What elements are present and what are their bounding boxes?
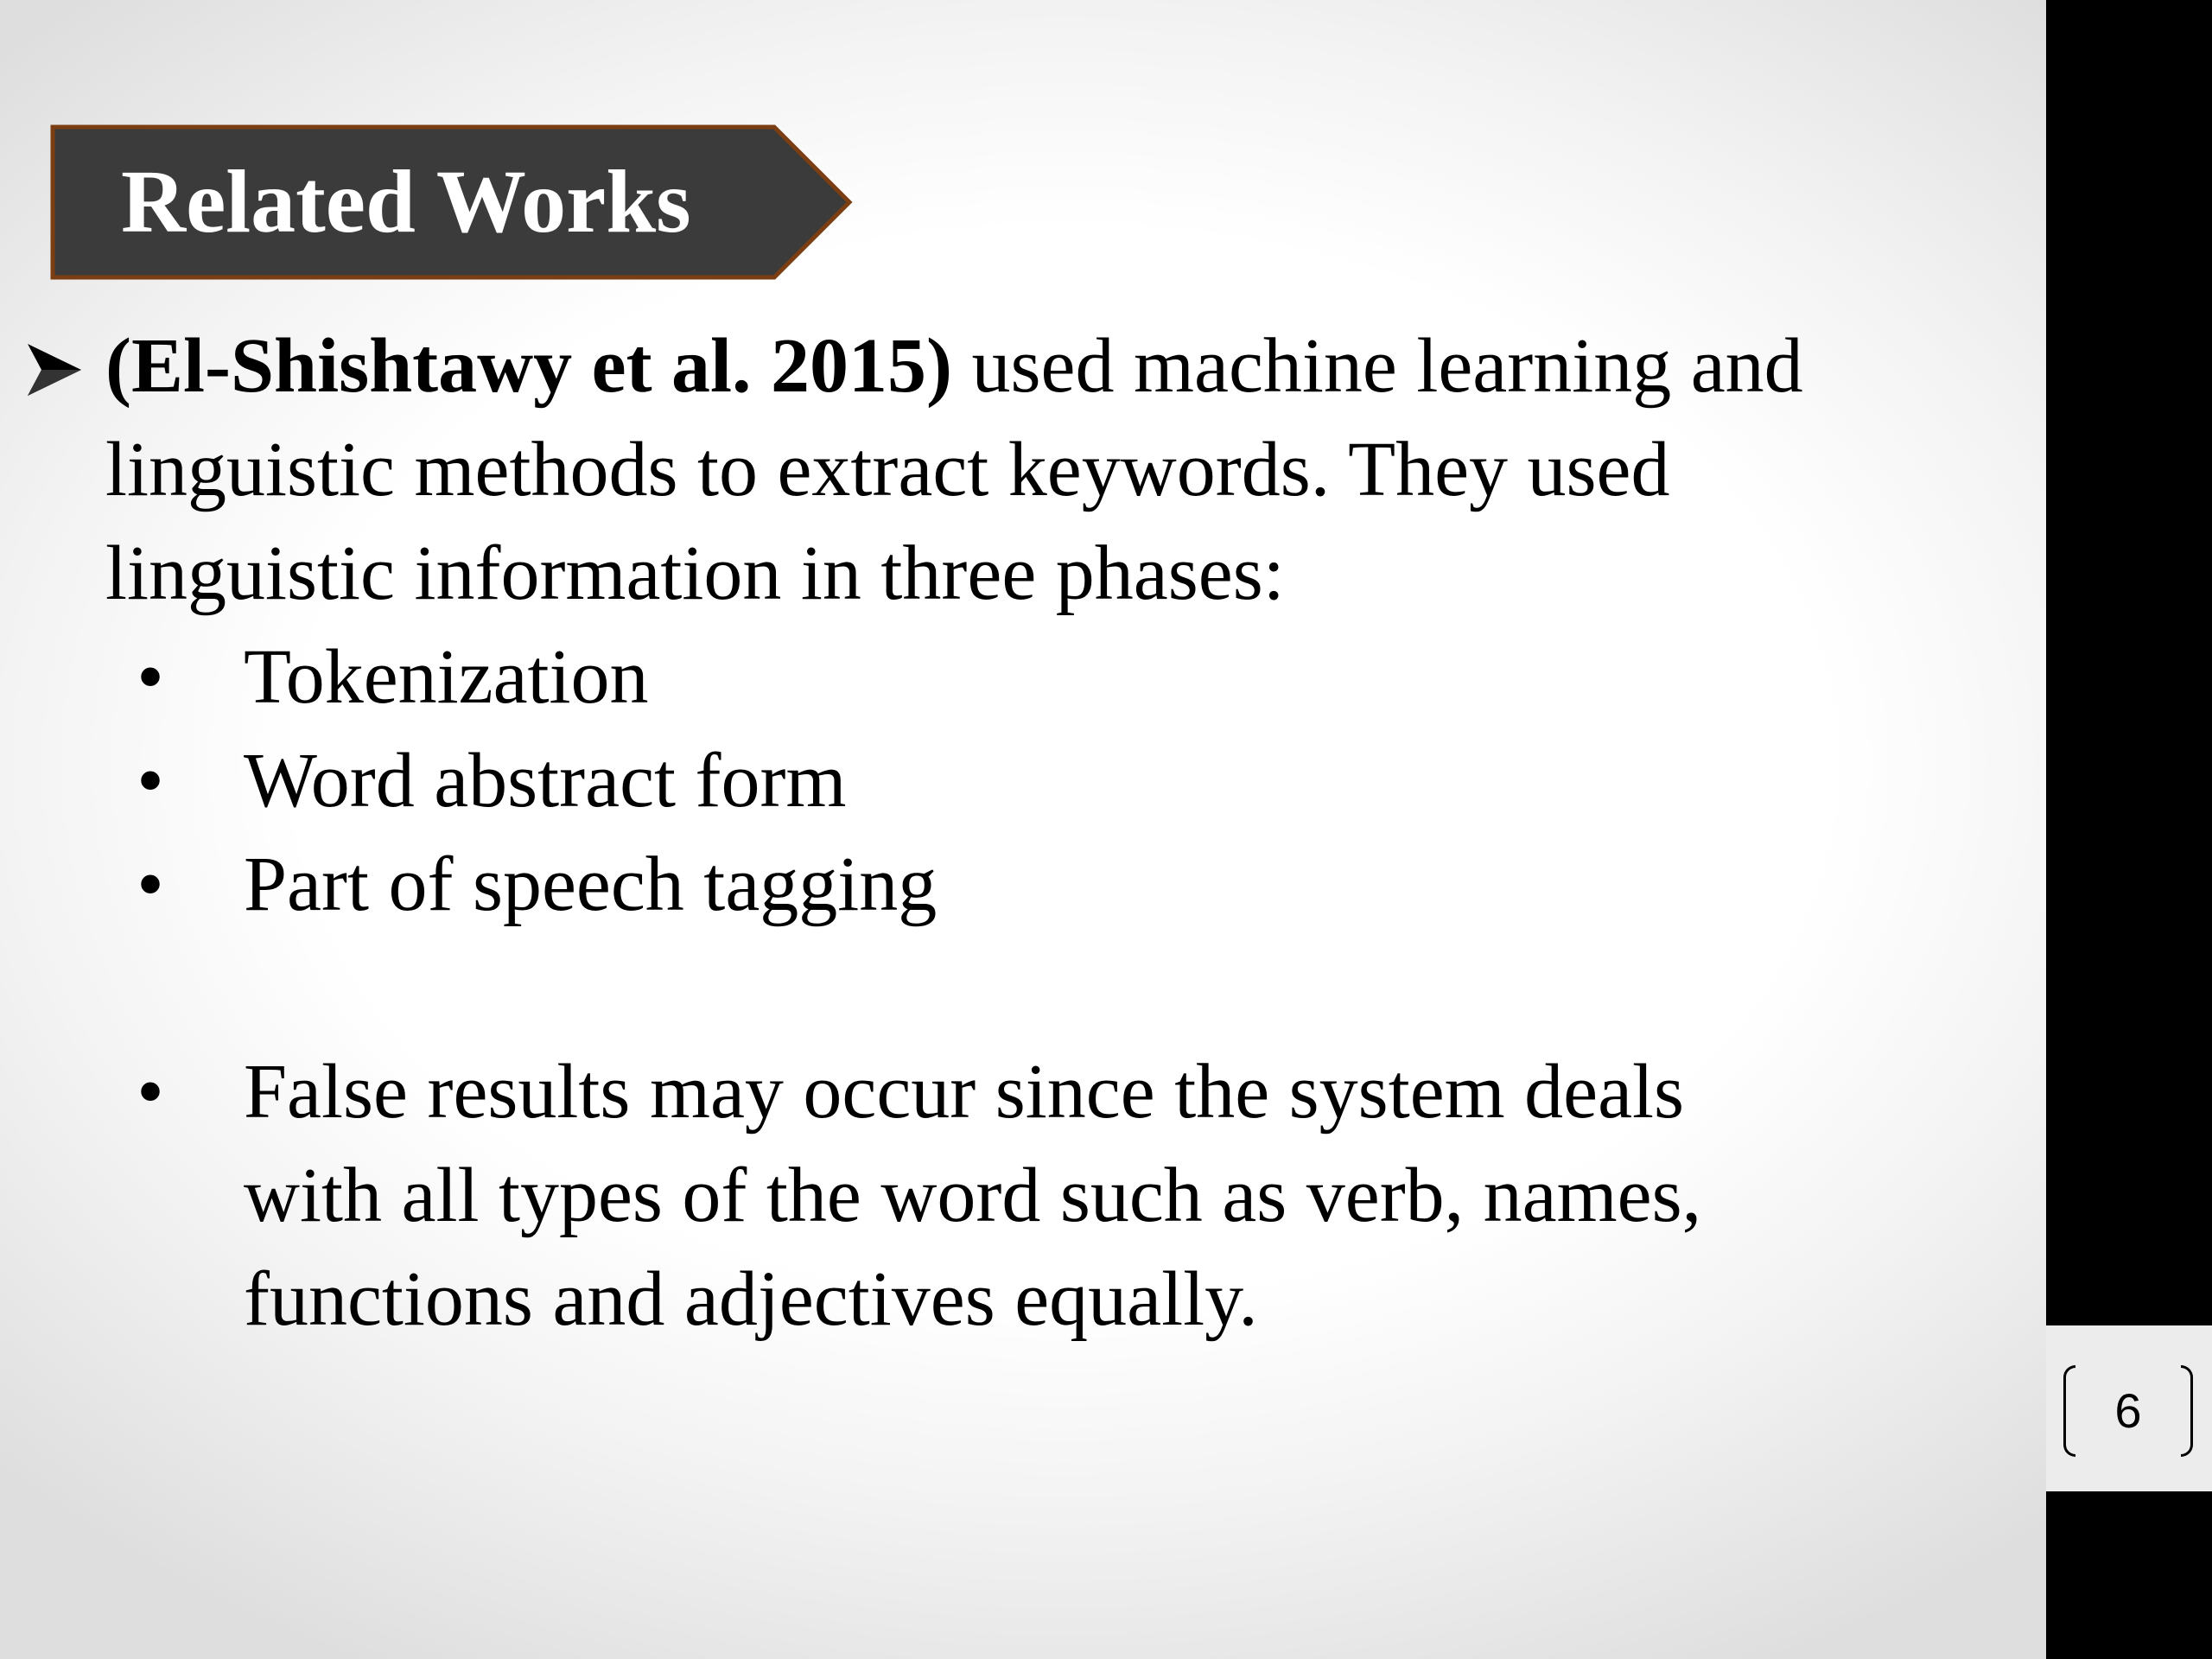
phase-word-abstract-form: Word abstract form <box>244 738 847 823</box>
citation: (El-Shishtawy et al. 2015) <box>105 323 953 409</box>
note-line2: with all types of the word such as verb, names, <box>244 1153 1702 1238</box>
page-number-box <box>2046 1325 2212 1491</box>
left-bracket-icon <box>2063 1365 2075 1457</box>
bullet-dot: • <box>137 1049 164 1135</box>
note-line1: False results may occur since the system deals <box>244 1049 1685 1135</box>
limitation-note <box>244 1040 1885 1351</box>
bullet-dot: • <box>137 842 164 927</box>
arrowhead-bullet-icon <box>24 339 86 401</box>
bullet-dot: • <box>137 634 164 720</box>
slide-title: Related Works <box>121 152 691 251</box>
main-point <box>105 315 2024 626</box>
phase-pos-tagging: Part of speech tagging <box>244 842 938 927</box>
note-line3: functions and adjectives equally. <box>244 1256 1258 1342</box>
phase-tokenization: Tokenization <box>244 634 649 720</box>
page-number: 6 <box>2114 1383 2142 1438</box>
main-point-line2: linguistic methods to extract keywords. They used <box>105 427 1670 512</box>
right-bracket-icon <box>2181 1365 2193 1457</box>
main-point-line3: linguistic information in three phases: <box>105 531 1285 616</box>
bullet-dot: • <box>137 738 164 823</box>
main-point-line1: used machine learning and <box>952 323 1803 409</box>
